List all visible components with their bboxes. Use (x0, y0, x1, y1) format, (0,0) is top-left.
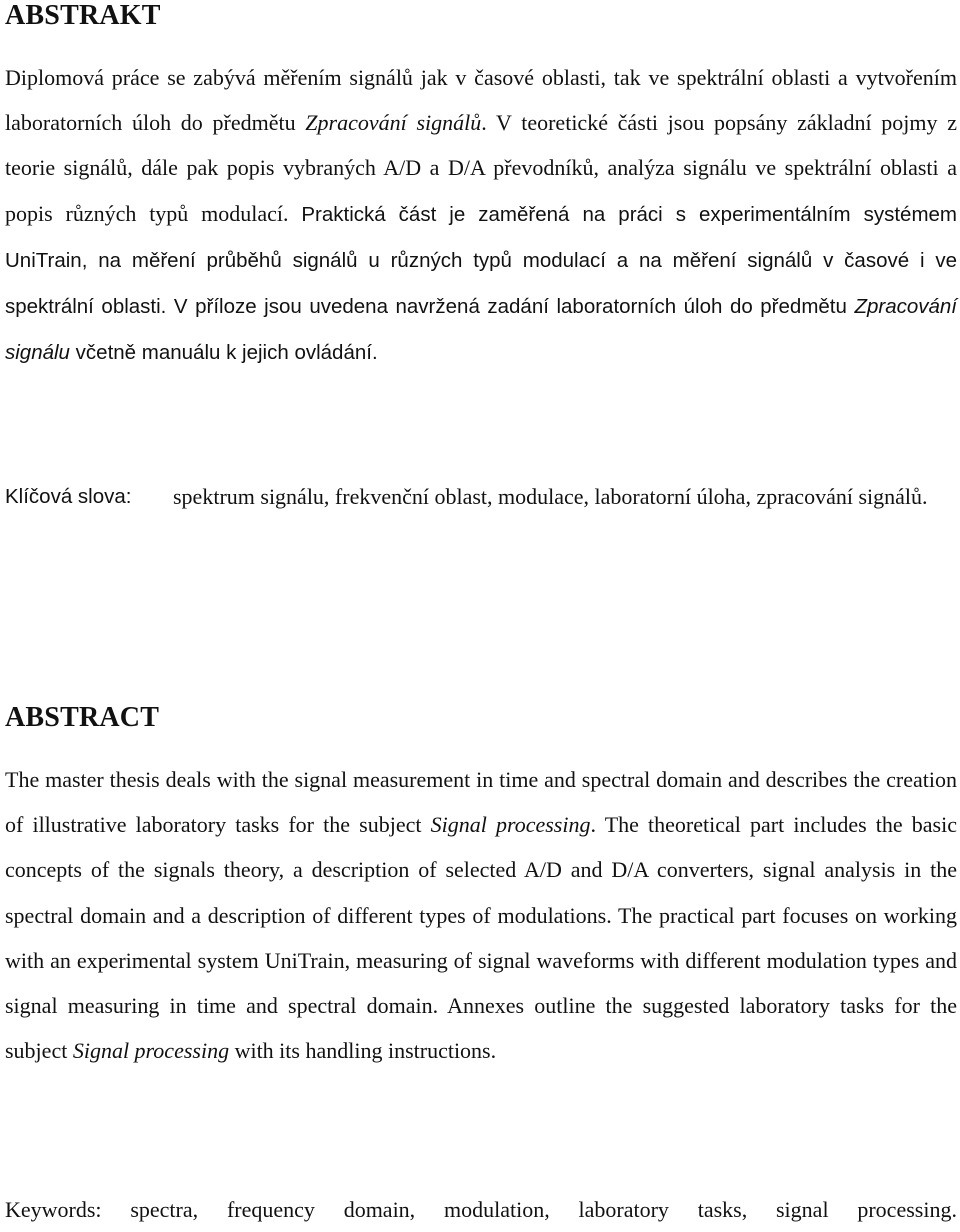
abstrakt-text-3: Praktická část je zaměřená na práci s experimentálním systémem UniTrain, na měření průběhů signálů u různých typů modulací a na měření signálů v časové i ve spektrální oblasti. V příloze jsou uvedena navržená zadání laboratorních úloh do předmětu (5, 202, 957, 319)
abstract-keyword: processing. (857, 1197, 957, 1222)
abstract-keyword: signal (776, 1197, 829, 1222)
abstrakt-keywords-label: Klíčová slova: (5, 485, 132, 508)
abstract-text-2: . The theoretical part includes the basic concepts of the signals theory, a description of selected A/D and D/A converters, signal analysis in the spectral domain and a description of different types of modulations. The practical part focuses on working with an experimental system UniTrain, measuring of signal waveforms with different modulation types and signal measuring in time and spectral domain. Annexes outline the suggested laboratory tasks for the subject (5, 812, 957, 1064)
abstract-keyword: tasks, (697, 1197, 748, 1222)
abstrakt-heading: ABSTRAKT (5, 0, 161, 31)
abstract-keyword: domain, (343, 1197, 416, 1222)
abstrakt-paragraph (5, 55, 957, 375)
abstrakt-subject-italic-2: Zpracování signálu (5, 295, 957, 365)
abstrakt-keywords-values: spektrum signálu, frekvenční oblast, modulace, laboratorní úloha, zpracování signálů. (173, 484, 928, 509)
abstract-paragraph (5, 757, 957, 1073)
abstract-text-1: The master thesis deals with the signal measurement in time and spectral domain and describes the creation of illustrative laboratory tasks for the subject (5, 767, 957, 838)
abstract-keyword: frequency (226, 1197, 315, 1222)
abstract-subject-italic-2: Signal processing (72, 1038, 230, 1064)
abstrakt-subject-italic: Zpracování signálů (305, 110, 482, 136)
abstrakt-text-1: Diplomová práce se zabývá měřením signálů jak v časové oblasti, tak ve spektrální oblasti a vytvořením laboratorních úloh do předmětu (5, 65, 957, 136)
abstract-heading: ABSTRACT (5, 702, 160, 733)
abstract-subject-italic: Signal processing (430, 812, 591, 838)
abstract-keywords (5, 1187, 957, 1232)
abstrakt-text-4: včetně manuálu k jejich ovládání. (69, 341, 378, 365)
abstract-keyword: laboratory (578, 1197, 669, 1222)
abstrakt-text-2: . V teoretické části jsou popsány základní pojmy z teorie signálů, dále pak popis vybraných A/D a D/A převodníků, analýza signálu ve spektrální oblasti a popis různých typů modulací. (5, 110, 957, 226)
abstract-keyword: spectra, (130, 1197, 199, 1222)
abstract-keywords-label: Keywords: (5, 1197, 102, 1222)
abstract-keyword: modulation, (443, 1197, 550, 1222)
abstract-text-3: with its handling instructions. (229, 1038, 497, 1064)
